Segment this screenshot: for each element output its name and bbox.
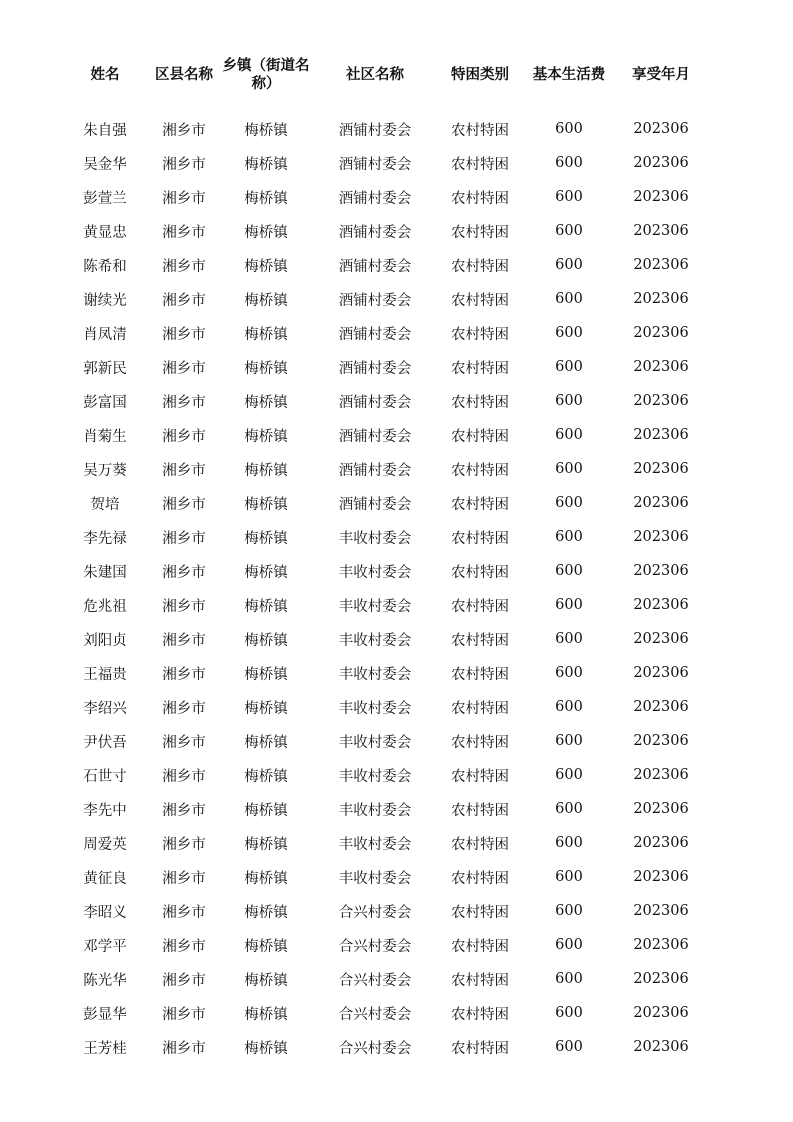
cell-category: 农村特困 — [451, 598, 509, 615]
cell-start-month: 202306 — [633, 291, 689, 307]
table-row — [64, 690, 704, 724]
cell-community: 酒铺村委会 — [338, 224, 412, 241]
cell-name: 李昭义 — [83, 904, 127, 921]
cell-community: 合兴村委会 — [338, 1040, 412, 1057]
cell-community: 丰收村委会 — [338, 666, 412, 683]
cell-community: 丰收村委会 — [338, 734, 412, 751]
cell-living-allowance: 600 — [555, 359, 583, 375]
cell-start-month: 202306 — [633, 971, 689, 987]
table-row — [64, 622, 704, 656]
cell-name: 谢续光 — [83, 292, 127, 309]
cell-county: 湘乡市 — [162, 1006, 206, 1023]
cell-living-allowance: 600 — [555, 665, 583, 681]
cell-town: 梅桥镇 — [244, 190, 288, 207]
cell-start-month: 202306 — [633, 869, 689, 885]
cell-county: 湘乡市 — [162, 972, 206, 989]
cell-county: 湘乡市 — [162, 734, 206, 751]
cell-category: 农村特困 — [451, 632, 509, 649]
cell-start-month: 202306 — [633, 223, 689, 239]
cell-start-month: 202306 — [633, 189, 689, 205]
cell-county: 湘乡市 — [162, 564, 206, 581]
cell-county: 湘乡市 — [162, 870, 206, 887]
table-row — [64, 486, 704, 520]
cell-category: 农村特困 — [451, 666, 509, 683]
cell-name: 刘阳贞 — [83, 632, 127, 649]
cell-community: 丰收村委会 — [338, 836, 412, 853]
cell-name: 陈光华 — [83, 972, 127, 989]
cell-community: 酒铺村委会 — [338, 326, 412, 343]
cell-living-allowance: 600 — [555, 937, 583, 953]
cell-community: 丰收村委会 — [338, 802, 412, 819]
cell-category: 农村特困 — [451, 700, 509, 717]
cell-category: 农村特困 — [451, 258, 509, 275]
cell-town: 梅桥镇 — [244, 462, 288, 479]
table-row — [64, 860, 704, 894]
cell-category: 农村特困 — [451, 530, 509, 547]
cell-start-month: 202306 — [633, 359, 689, 375]
cell-county: 湘乡市 — [162, 496, 206, 513]
cell-start-month: 202306 — [633, 767, 689, 783]
header-start-month: 享受年月 — [632, 67, 690, 83]
cell-county: 湘乡市 — [162, 224, 206, 241]
header-county: 区县名称 — [155, 67, 213, 83]
cell-living-allowance: 600 — [555, 699, 583, 715]
cell-county: 湘乡市 — [162, 258, 206, 275]
cell-name: 贺培 — [90, 496, 120, 513]
table-row — [64, 792, 704, 826]
cell-start-month: 202306 — [633, 733, 689, 749]
cell-name: 吴万葵 — [83, 462, 127, 479]
cell-category: 农村特困 — [451, 156, 509, 173]
cell-start-month: 202306 — [633, 121, 689, 137]
cell-category: 农村特困 — [451, 1040, 509, 1057]
cell-community: 酒铺村委会 — [338, 394, 412, 411]
cell-category: 农村特困 — [451, 870, 509, 887]
cell-county: 湘乡市 — [162, 802, 206, 819]
table-row — [64, 826, 704, 860]
cell-county: 湘乡市 — [162, 938, 206, 955]
cell-town: 梅桥镇 — [244, 836, 288, 853]
cell-living-allowance: 600 — [555, 767, 583, 783]
table-row — [64, 214, 704, 248]
cell-town: 梅桥镇 — [244, 700, 288, 717]
cell-start-month: 202306 — [633, 529, 689, 545]
cell-community: 丰收村委会 — [338, 564, 412, 581]
table-row — [64, 724, 704, 758]
cell-town: 梅桥镇 — [244, 258, 288, 275]
cell-town: 梅桥镇 — [244, 394, 288, 411]
table-row — [64, 248, 704, 282]
cell-town: 梅桥镇 — [244, 530, 288, 547]
cell-community: 丰收村委会 — [338, 768, 412, 785]
table-row — [64, 656, 704, 690]
cell-community: 酒铺村委会 — [338, 462, 412, 479]
cell-community: 酒铺村委会 — [338, 190, 412, 207]
cell-community: 酒铺村委会 — [338, 428, 412, 445]
table-row — [64, 180, 704, 214]
cell-start-month: 202306 — [633, 461, 689, 477]
cell-category: 农村特困 — [451, 564, 509, 581]
cell-start-month: 202306 — [633, 665, 689, 681]
cell-county: 湘乡市 — [162, 156, 206, 173]
cell-town: 梅桥镇 — [244, 802, 288, 819]
table-row — [64, 112, 704, 146]
table-row — [64, 350, 704, 384]
cell-name: 彭显华 — [83, 1006, 127, 1023]
cell-start-month: 202306 — [633, 563, 689, 579]
cell-name: 周爱英 — [83, 836, 127, 853]
cell-category: 农村特困 — [451, 768, 509, 785]
cell-living-allowance: 600 — [555, 223, 583, 239]
cell-name: 彭富国 — [83, 394, 127, 411]
table-row — [64, 384, 704, 418]
header-town: 乡镇（街道名称） — [222, 58, 310, 92]
cell-county: 湘乡市 — [162, 190, 206, 207]
cell-community: 合兴村委会 — [338, 972, 412, 989]
cell-start-month: 202306 — [633, 937, 689, 953]
cell-town: 梅桥镇 — [244, 666, 288, 683]
cell-county: 湘乡市 — [162, 598, 206, 615]
cell-living-allowance: 600 — [555, 189, 583, 205]
cell-living-allowance: 600 — [555, 903, 583, 919]
cell-community: 丰收村委会 — [338, 632, 412, 649]
cell-start-month: 202306 — [633, 699, 689, 715]
cell-name: 危兆祖 — [83, 598, 127, 615]
assistance-table — [64, 52, 704, 1064]
cell-category: 农村特困 — [451, 292, 509, 309]
cell-start-month: 202306 — [633, 631, 689, 647]
cell-name: 李先中 — [83, 802, 127, 819]
cell-community: 合兴村委会 — [338, 938, 412, 955]
header-category: 特困类别 — [451, 67, 509, 83]
spacer-cell — [64, 98, 704, 112]
cell-name: 李绍兴 — [83, 700, 127, 717]
table-row — [64, 316, 704, 350]
cell-name: 肖凤清 — [83, 326, 127, 343]
cell-name: 王芳桂 — [83, 1040, 127, 1057]
table-row — [64, 418, 704, 452]
cell-name: 彭萱兰 — [83, 190, 127, 207]
cell-town: 梅桥镇 — [244, 598, 288, 615]
cell-town: 梅桥镇 — [244, 972, 288, 989]
cell-category: 农村特困 — [451, 836, 509, 853]
cell-category: 农村特困 — [451, 938, 509, 955]
cell-living-allowance: 600 — [555, 801, 583, 817]
cell-category: 农村特困 — [451, 462, 509, 479]
table-row — [64, 520, 704, 554]
cell-county: 湘乡市 — [162, 632, 206, 649]
cell-county: 湘乡市 — [162, 530, 206, 547]
cell-start-month: 202306 — [633, 155, 689, 171]
cell-county: 湘乡市 — [162, 700, 206, 717]
cell-community: 酒铺村委会 — [338, 496, 412, 513]
cell-town: 梅桥镇 — [244, 564, 288, 581]
cell-category: 农村特困 — [451, 190, 509, 207]
cell-town: 梅桥镇 — [244, 360, 288, 377]
cell-town: 梅桥镇 — [244, 904, 288, 921]
cell-living-allowance: 600 — [555, 597, 583, 613]
table-row — [64, 146, 704, 180]
cell-living-allowance: 600 — [555, 1005, 583, 1021]
cell-living-allowance: 600 — [555, 427, 583, 443]
cell-town: 梅桥镇 — [244, 870, 288, 887]
cell-county: 湘乡市 — [162, 122, 206, 139]
cell-start-month: 202306 — [633, 597, 689, 613]
cell-living-allowance: 600 — [555, 835, 583, 851]
cell-town: 梅桥镇 — [244, 938, 288, 955]
cell-community: 酒铺村委会 — [338, 258, 412, 275]
cell-living-allowance: 600 — [555, 291, 583, 307]
cell-county: 湘乡市 — [162, 292, 206, 309]
cell-county: 湘乡市 — [162, 1040, 206, 1057]
header-community: 社区名称 — [346, 67, 404, 83]
cell-community: 酒铺村委会 — [338, 292, 412, 309]
cell-start-month: 202306 — [633, 801, 689, 817]
cell-start-month: 202306 — [633, 393, 689, 409]
cell-community: 丰收村委会 — [338, 700, 412, 717]
cell-name: 李先禄 — [83, 530, 127, 547]
cell-living-allowance: 600 — [555, 461, 583, 477]
cell-name: 黄显忠 — [83, 224, 127, 241]
cell-name: 朱建国 — [83, 564, 127, 581]
cell-living-allowance: 600 — [555, 257, 583, 273]
cell-community: 酒铺村委会 — [338, 156, 412, 173]
cell-living-allowance: 600 — [555, 121, 583, 137]
cell-county: 湘乡市 — [162, 768, 206, 785]
cell-name: 朱自强 — [83, 122, 127, 139]
cell-living-allowance: 600 — [555, 869, 583, 885]
cell-town: 梅桥镇 — [244, 496, 288, 513]
cell-town: 梅桥镇 — [244, 428, 288, 445]
cell-name: 石世寸 — [83, 768, 127, 785]
cell-name: 邓学平 — [83, 938, 127, 955]
table-row — [64, 894, 704, 928]
cell-category: 农村特困 — [451, 326, 509, 343]
cell-living-allowance: 600 — [555, 733, 583, 749]
header-name: 姓名 — [90, 67, 120, 83]
cell-name: 王福贵 — [83, 666, 127, 683]
table-body — [64, 98, 704, 1064]
cell-category: 农村特困 — [451, 122, 509, 139]
cell-living-allowance: 600 — [555, 529, 583, 545]
cell-community: 合兴村委会 — [338, 904, 412, 921]
cell-living-allowance: 600 — [555, 325, 583, 341]
cell-category: 农村特困 — [451, 224, 509, 241]
cell-county: 湘乡市 — [162, 666, 206, 683]
cell-category: 农村特困 — [451, 972, 509, 989]
header-living-allowance: 基本生活费 — [532, 67, 606, 83]
cell-start-month: 202306 — [633, 325, 689, 341]
table-row — [64, 452, 704, 486]
table-row — [64, 758, 704, 792]
cell-name: 陈希和 — [83, 258, 127, 275]
cell-county: 湘乡市 — [162, 462, 206, 479]
cell-community: 合兴村委会 — [338, 1006, 412, 1023]
cell-start-month: 202306 — [633, 257, 689, 273]
cell-county: 湘乡市 — [162, 394, 206, 411]
cell-living-allowance: 600 — [555, 495, 583, 511]
cell-category: 农村特困 — [451, 496, 509, 513]
cell-name: 黄征良 — [83, 870, 127, 887]
cell-community: 酒铺村委会 — [338, 122, 412, 139]
cell-town: 梅桥镇 — [244, 1040, 288, 1057]
table-header-row — [64, 52, 704, 98]
cell-community: 丰收村委会 — [338, 870, 412, 887]
cell-community: 丰收村委会 — [338, 598, 412, 615]
cell-category: 农村特困 — [451, 428, 509, 445]
cell-town: 梅桥镇 — [244, 122, 288, 139]
cell-town: 梅桥镇 — [244, 292, 288, 309]
table-row — [64, 996, 704, 1030]
cell-town: 梅桥镇 — [244, 1006, 288, 1023]
table-row — [64, 282, 704, 316]
cell-town: 梅桥镇 — [244, 326, 288, 343]
cell-name: 肖菊生 — [83, 428, 127, 445]
table-row — [64, 962, 704, 996]
cell-living-allowance: 600 — [555, 1039, 583, 1055]
cell-category: 农村特困 — [451, 360, 509, 377]
cell-start-month: 202306 — [633, 1039, 689, 1055]
cell-town: 梅桥镇 — [244, 632, 288, 649]
table-row — [64, 554, 704, 588]
cell-county: 湘乡市 — [162, 904, 206, 921]
cell-category: 农村特困 — [451, 1006, 509, 1023]
cell-community: 酒铺村委会 — [338, 360, 412, 377]
header-spacer — [64, 98, 704, 112]
table-row — [64, 588, 704, 622]
table-row — [64, 1030, 704, 1064]
cell-county: 湘乡市 — [162, 326, 206, 343]
cell-start-month: 202306 — [633, 903, 689, 919]
cell-name: 尹伏吾 — [83, 734, 127, 751]
cell-county: 湘乡市 — [162, 360, 206, 377]
cell-living-allowance: 600 — [555, 155, 583, 171]
cell-category: 农村特困 — [451, 734, 509, 751]
cell-town: 梅桥镇 — [244, 734, 288, 751]
cell-start-month: 202306 — [633, 495, 689, 511]
cell-category: 农村特困 — [451, 904, 509, 921]
cell-living-allowance: 600 — [555, 393, 583, 409]
cell-town: 梅桥镇 — [244, 768, 288, 785]
cell-start-month: 202306 — [633, 1005, 689, 1021]
cell-category: 农村特困 — [451, 394, 509, 411]
cell-living-allowance: 600 — [555, 631, 583, 647]
cell-start-month: 202306 — [633, 835, 689, 851]
cell-community: 丰收村委会 — [338, 530, 412, 547]
cell-category: 农村特困 — [451, 802, 509, 819]
table-row — [64, 928, 704, 962]
cell-county: 湘乡市 — [162, 428, 206, 445]
cell-county: 湘乡市 — [162, 836, 206, 853]
cell-living-allowance: 600 — [555, 563, 583, 579]
cell-name: 郭新民 — [83, 360, 127, 377]
cell-town: 梅桥镇 — [244, 224, 288, 241]
cell-living-allowance: 600 — [555, 971, 583, 987]
cell-name: 吴金华 — [83, 156, 127, 173]
cell-start-month: 202306 — [633, 427, 689, 443]
cell-town: 梅桥镇 — [244, 156, 288, 173]
